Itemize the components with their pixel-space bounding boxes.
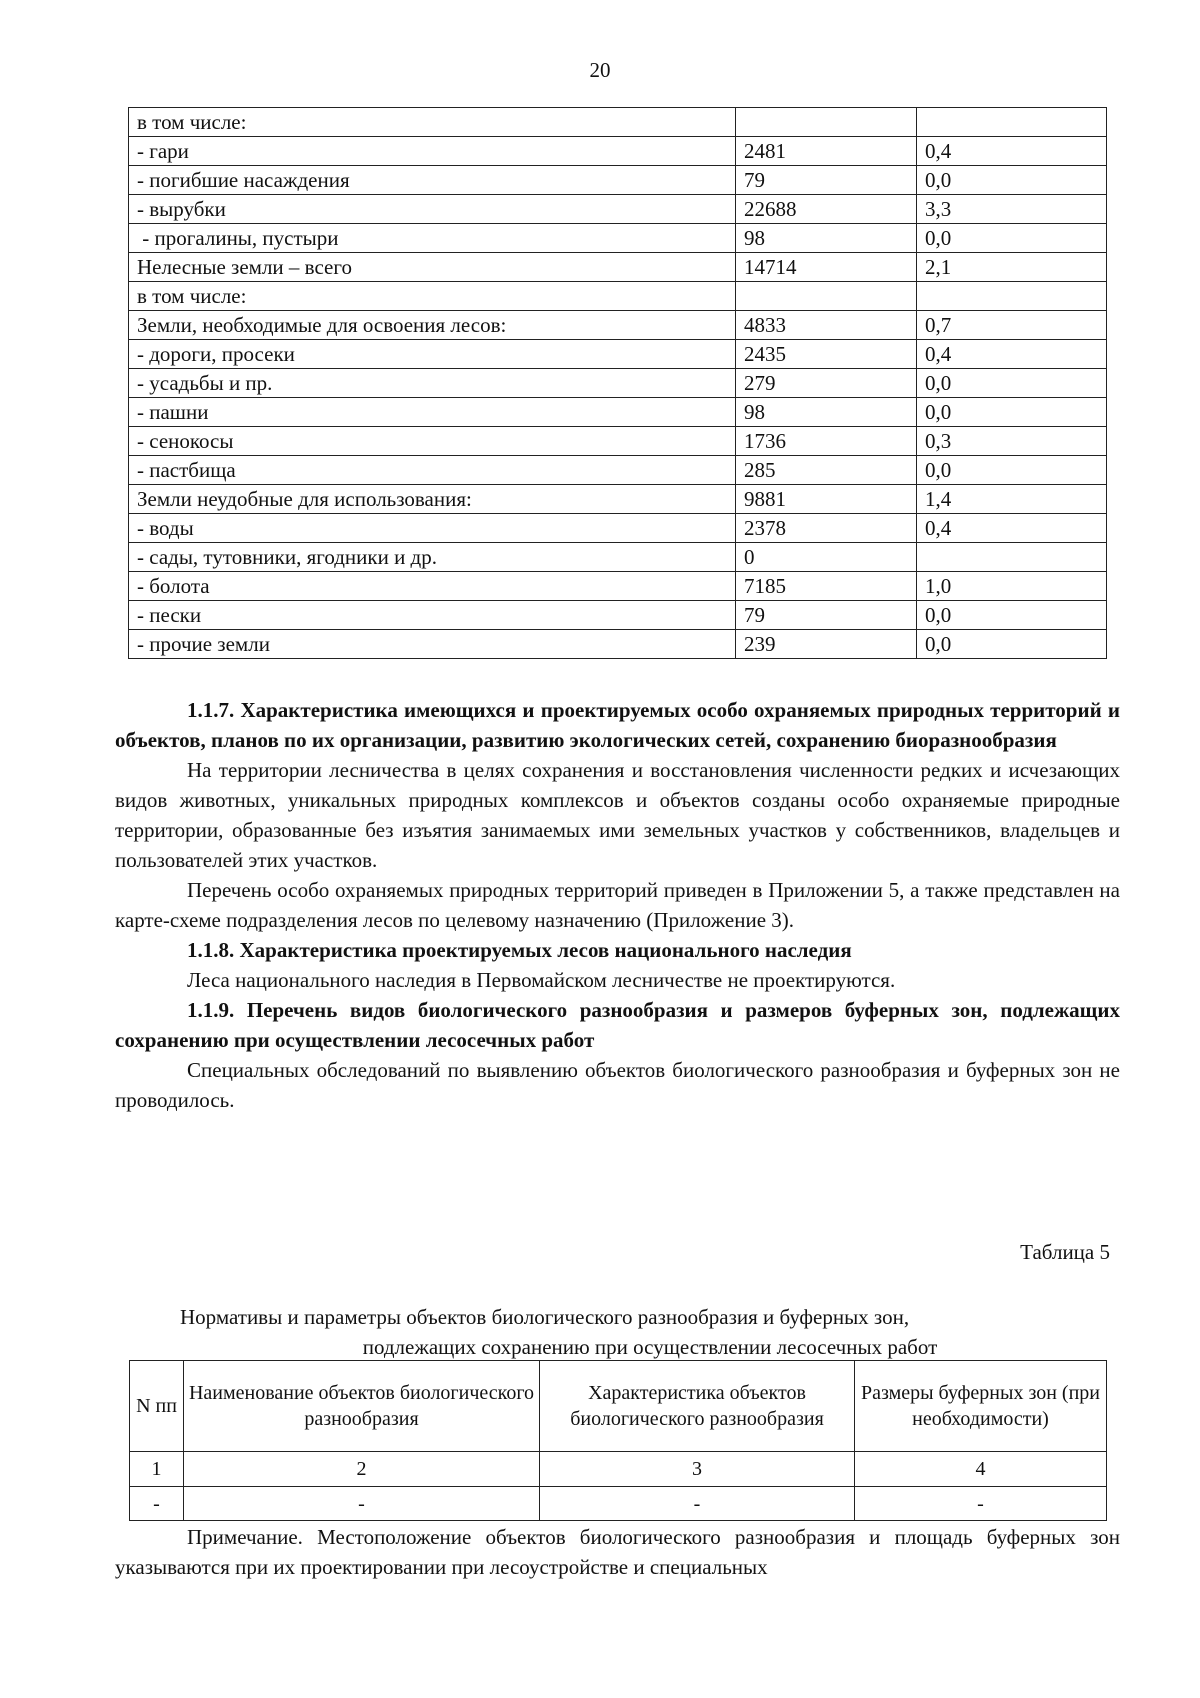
table-row bbox=[129, 398, 1107, 427]
category-cell: - вырубки bbox=[129, 195, 736, 224]
biodiversity-table bbox=[129, 1360, 1107, 1521]
data-cell: - bbox=[855, 1487, 1107, 1521]
area-cell: 9881 bbox=[736, 485, 917, 514]
percent-cell: 0,0 bbox=[917, 224, 1107, 253]
category-cell: - пески bbox=[129, 601, 736, 630]
page-number: 20 bbox=[589, 58, 611, 82]
area-cell: 14714 bbox=[736, 253, 917, 282]
header-cell: N пп bbox=[130, 1361, 184, 1452]
land-table bbox=[128, 107, 1107, 659]
table-row bbox=[129, 485, 1107, 514]
table-row bbox=[129, 456, 1107, 485]
percent-cell bbox=[917, 543, 1107, 572]
percent-cell: 0,0 bbox=[917, 369, 1107, 398]
area-cell: 98 bbox=[736, 398, 917, 427]
percent-cell: 0,7 bbox=[917, 311, 1107, 340]
header-cell: Характеристика объектов биологического разнообразия bbox=[540, 1361, 855, 1452]
table-row bbox=[129, 427, 1107, 456]
percent-cell: 0,0 bbox=[917, 166, 1107, 195]
percent-cell: 0,0 bbox=[917, 630, 1107, 659]
category-cell: Нелесные земли – всего bbox=[129, 253, 736, 282]
category-cell: в том числе: bbox=[129, 282, 736, 311]
category-cell: - прогалины, пустыри bbox=[129, 224, 736, 253]
category-cell: - воды bbox=[129, 514, 736, 543]
paragraph: На территории лесничества в целях сохранения и восстановления численности редких и исчезающих видов животных, уникальных природных комплексов и объектов созданы особо охраняемые природные территории, образованные без изъятия занимаемых ими земельных участков у собственников, владельцев и пользователей этих участков. bbox=[115, 758, 1120, 872]
category-cell: - болота bbox=[129, 572, 736, 601]
table-row bbox=[129, 224, 1107, 253]
area-cell: 2435 bbox=[736, 340, 917, 369]
category-cell: - гари bbox=[129, 137, 736, 166]
number-cell: 2 bbox=[184, 1452, 540, 1487]
table-number: Таблица 5 bbox=[1020, 1240, 1110, 1264]
header-cell: Наименование объектов биологического разнообразия bbox=[184, 1361, 540, 1452]
table-row bbox=[129, 630, 1107, 659]
table-row bbox=[129, 514, 1107, 543]
table-row bbox=[129, 543, 1107, 572]
area-cell: 98 bbox=[736, 224, 917, 253]
table-row bbox=[129, 340, 1107, 369]
area-cell bbox=[736, 282, 917, 311]
data-cell: - bbox=[540, 1487, 855, 1521]
number-cell: 3 bbox=[540, 1452, 855, 1487]
area-cell: 0 bbox=[736, 543, 917, 572]
caption-line: Нормативы и параметры объектов биологического разнообразия и буферных зон, bbox=[180, 1305, 910, 1329]
percent-cell: 0,3 bbox=[917, 427, 1107, 456]
section-heading: 1.1.9. Перечень видов биологического разнообразия и размеров буферных зон, подлежащих сохранению при осуществлении лесосечных работ bbox=[115, 998, 1120, 1052]
area-cell: 279 bbox=[736, 369, 917, 398]
area-cell: 285 bbox=[736, 456, 917, 485]
category-cell: Земли, необходимые для освоения лесов: bbox=[129, 311, 736, 340]
number-cell: 1 bbox=[130, 1452, 184, 1487]
table-row bbox=[129, 166, 1107, 195]
caption-line: подлежащих сохранению при осуществлении лесосечных работ bbox=[362, 1335, 938, 1359]
area-cell: 239 bbox=[736, 630, 917, 659]
percent-cell: 2,1 bbox=[917, 253, 1107, 282]
table-row bbox=[129, 253, 1107, 282]
table-row bbox=[129, 601, 1107, 630]
number-cell: 4 bbox=[855, 1452, 1107, 1487]
percent-cell: 0,0 bbox=[917, 601, 1107, 630]
percent-cell: 0,4 bbox=[917, 514, 1107, 543]
category-cell: Земли неудобные для использования: bbox=[129, 485, 736, 514]
area-cell: 2378 bbox=[736, 514, 917, 543]
percent-cell: 3,3 bbox=[917, 195, 1107, 224]
percent-cell: 0,0 bbox=[917, 398, 1107, 427]
percent-cell: 1,0 bbox=[917, 572, 1107, 601]
area-cell: 1736 bbox=[736, 427, 917, 456]
section-1-1-7 bbox=[115, 695, 1120, 1115]
table-row bbox=[129, 282, 1107, 311]
table-row bbox=[129, 369, 1107, 398]
area-cell: 7185 bbox=[736, 572, 917, 601]
paragraph: Перечень особо охраняемых природных территорий приведен в Приложении 5, а также представлен на карте-схеме подразделения лесов по целевому назначению (Приложение 3). bbox=[115, 878, 1120, 932]
percent-cell bbox=[917, 108, 1107, 137]
percent-cell: 0,0 bbox=[917, 456, 1107, 485]
category-cell: - пастбища bbox=[129, 456, 736, 485]
table-row bbox=[129, 195, 1107, 224]
header-cell: Размеры буферных зон (при необходимости) bbox=[855, 1361, 1107, 1452]
area-cell: 79 bbox=[736, 166, 917, 195]
category-cell: - прочие земли bbox=[129, 630, 736, 659]
data-cell: - bbox=[130, 1487, 184, 1521]
percent-cell bbox=[917, 282, 1107, 311]
paragraph: Специальных обследований по выявлению объектов биологического разнообразия и буферных зон не проводилось. bbox=[115, 1058, 1120, 1112]
category-cell: - усадьбы и пр. bbox=[129, 369, 736, 398]
note: Примечание. Местоположение объектов биологического разнообразия и площадь буферных зон указываются при их проектировании при лесоустройстве и специальных bbox=[115, 1525, 1120, 1579]
table-row bbox=[129, 572, 1107, 601]
paragraph: Леса национального наследия в Первомайском лесничестве не проектируются. bbox=[187, 968, 896, 992]
table-row bbox=[129, 108, 1107, 137]
category-cell: - погибшие насаждения bbox=[129, 166, 736, 195]
category-cell: - пашни bbox=[129, 398, 736, 427]
section-heading: 1.1.7. Характеристика имеющихся и проектируемых особо охраняемых природных территорий и объектов, планов по их организации, развитию экологических сетей, сохранению биоразнообразия bbox=[115, 698, 1120, 752]
table-row bbox=[129, 311, 1107, 340]
category-cell: в том числе: bbox=[129, 108, 736, 137]
percent-cell: 0,4 bbox=[917, 340, 1107, 369]
category-cell: - дороги, просеки bbox=[129, 340, 736, 369]
area-cell bbox=[736, 108, 917, 137]
percent-cell: 0,4 bbox=[917, 137, 1107, 166]
data-cell: - bbox=[184, 1487, 540, 1521]
area-cell: 4833 bbox=[736, 311, 917, 340]
category-cell: - сенокосы bbox=[129, 427, 736, 456]
area-cell: 22688 bbox=[736, 195, 917, 224]
area-cell: 2481 bbox=[736, 137, 917, 166]
percent-cell: 1,4 bbox=[917, 485, 1107, 514]
table-caption bbox=[180, 1302, 1120, 1362]
section-heading: 1.1.8. Характеристика проектируемых лесов национального наследия bbox=[187, 938, 852, 962]
area-cell: 79 bbox=[736, 601, 917, 630]
table-row bbox=[129, 137, 1107, 166]
category-cell: - сады, тутовники, ягодники и др. bbox=[129, 543, 736, 572]
